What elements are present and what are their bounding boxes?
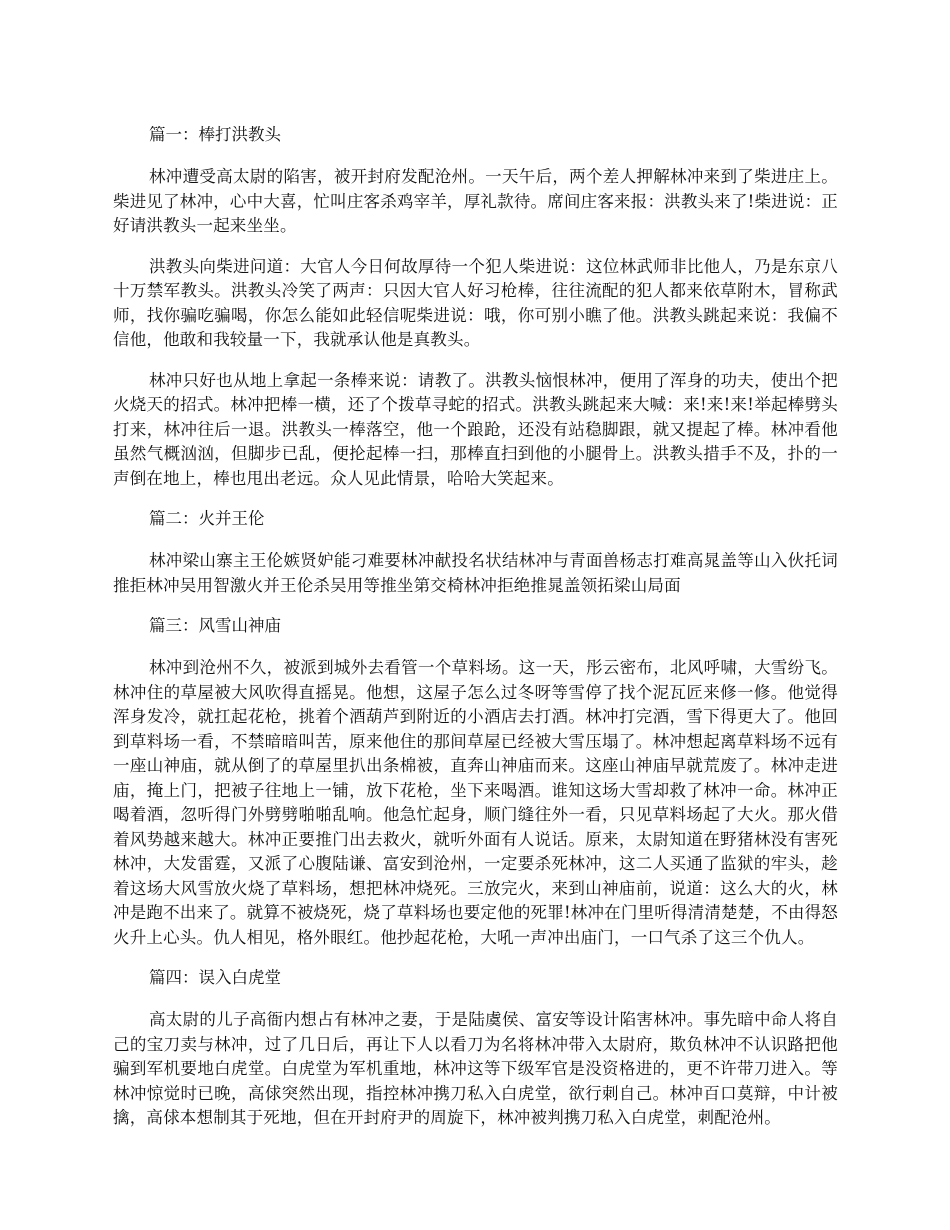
paragraph: 林冲梁山寨主王伦嫉贤妒能刁难要林冲献投名状结林冲与青面兽杨志打难高晁盖等山入伙托词推拒林冲吴用智激火并王伦杀吴用等推坐第交椅林冲拒绝推晁盖领拓梁山局面 <box>113 551 838 595</box>
section-title: 篇四：误入白虎堂 <box>149 968 281 987</box>
section-title: 篇三：风雪山神庙 <box>149 616 281 635</box>
paragraph: 林冲到沧州不久，被派到城外去看管一个草料场。这一天，彤云密布，北风呼啸，大雪纷飞。林冲住的草屋被大风吹得直摇晃。他想，这屋子怎么过冬呀等雪停了找个泥瓦匠来修一修。他觉得浑身发冷，就扛起花枪，挑着个酒葫芦到附近的小酒店去打酒。林冲打完酒，雪下得更大了。他回到草料场一看，不禁暗暗叫苦，原来他住的那间草屋已经被大雪压塌了。林冲想起离草料场不远有一座山神庙，就从倒了的草屋里扒出条棉被，直奔山神庙而来。这座山神庙早就荒废了。林冲走进庙，掩上门，把被子往地上一铺，放下花枪，坐下来喝酒。谁知这场大雪却救了林冲一命。林冲正喝着酒，忽听得门外劈劈啪啪乱响。他急忙起身，顺门缝往外一看，只见草料场起了大火。那火借着风势越来越大。林冲正要推门出去救火，就听外面有人说话。原来，太尉知道在野猪林没有害死林冲，大发雷霆，又派了心腹陆谦、富安到沧州，一定要杀死林冲，这二人买通了监狱的牢头，趁着这场大风雪放火烧了草料场，想把林冲烧死。三放完火，来到山神庙前，说道：这么大的火，林冲是跑不出来了。就算不被烧死，烧了草料场也要定他的死罪!林冲在门里听得清清楚楚，不由得怒火升上心头。仇人相见，格外眼红。他抄起花枪，大吼一声冲出庙门，一口气杀了这三个仇人。 <box>113 658 838 947</box>
section-3 <box>113 614 838 950</box>
paragraph: 林冲遭受高太尉的陷害，被开封府发配沧州。一天午后，两个差人押解林冲来到了柴进庄上。柴进见了林冲，心中大喜，忙叫庄客杀鸡宰羊，厚礼款待。席间庄客来报：洪教头来了!柴进说：正好请洪教头一起来坐坐。 <box>113 167 838 235</box>
paragraph: 洪教头向柴进问道：大官人今日何故厚待一个犯人柴进说：这位林武师非比他人，乃是东京八十万禁军教头。洪教头冷笑了两声：只因大官人好习枪棒，往往流配的犯人都来依草附木，冒称武师，找你骗吃骗喝，你怎么能如此轻信呢柴进说：哦，你可别小瞧了他。洪教头跳起来说：我偏不信他，他敢和我较量一下，我就承认他是真教头。 <box>113 256 838 349</box>
paragraph: 林冲只好也从地上拿起一条棒来说：请教了。洪教头恼恨林冲，便用了浑身的功夫，使出个把火烧天的招式。林冲把棒一横，还了个拨草寻蛇的招式。洪教头跳起来大喊：来!来!来!举起棒劈头打来，林冲往后一退。洪教头一棒落空，他一个踉跄，还没有站稳脚跟，就又提起了棒。林冲看他虽然气概汹汹，但脚步已乱，便抡起棒一扫，那棒直扫到他的小腿骨上。洪教头措手不及，扑的一声倒在地上，棒也甩出老远。众人见此情景，哈哈大笑起来。 <box>113 370 838 488</box>
section-2 <box>113 507 838 598</box>
section-title: 篇一：棒打洪教头 <box>149 125 281 144</box>
section-1 <box>113 123 838 491</box>
section-title: 篇二：火并王伦 <box>149 509 265 528</box>
section-4 <box>113 966 838 1131</box>
paragraph: 高太尉的儿子高衙内想占有林冲之妻，于是陆虞侯、富安等设计陷害林冲。事先暗中命人将自己的宝刀卖与林冲，过了几日后，再让下人以看刀为名将林冲带入太尉府，欺负林冲不认识路把他骗到军机要地白虎堂。白虎堂为军机重地，林冲这等下级军官是没资格进的，更不许带刀进入。等林冲惊觉时已晚，高俅突然出现，指控林冲携刀私入白虎堂，欲行刺自己。林冲百口莫辩，中计被擒，高俅本想制其于死地，但在开封府尹的周旋下，林冲被判携刀私入白虎堂，刺配沧州。 <box>113 1010 838 1127</box>
